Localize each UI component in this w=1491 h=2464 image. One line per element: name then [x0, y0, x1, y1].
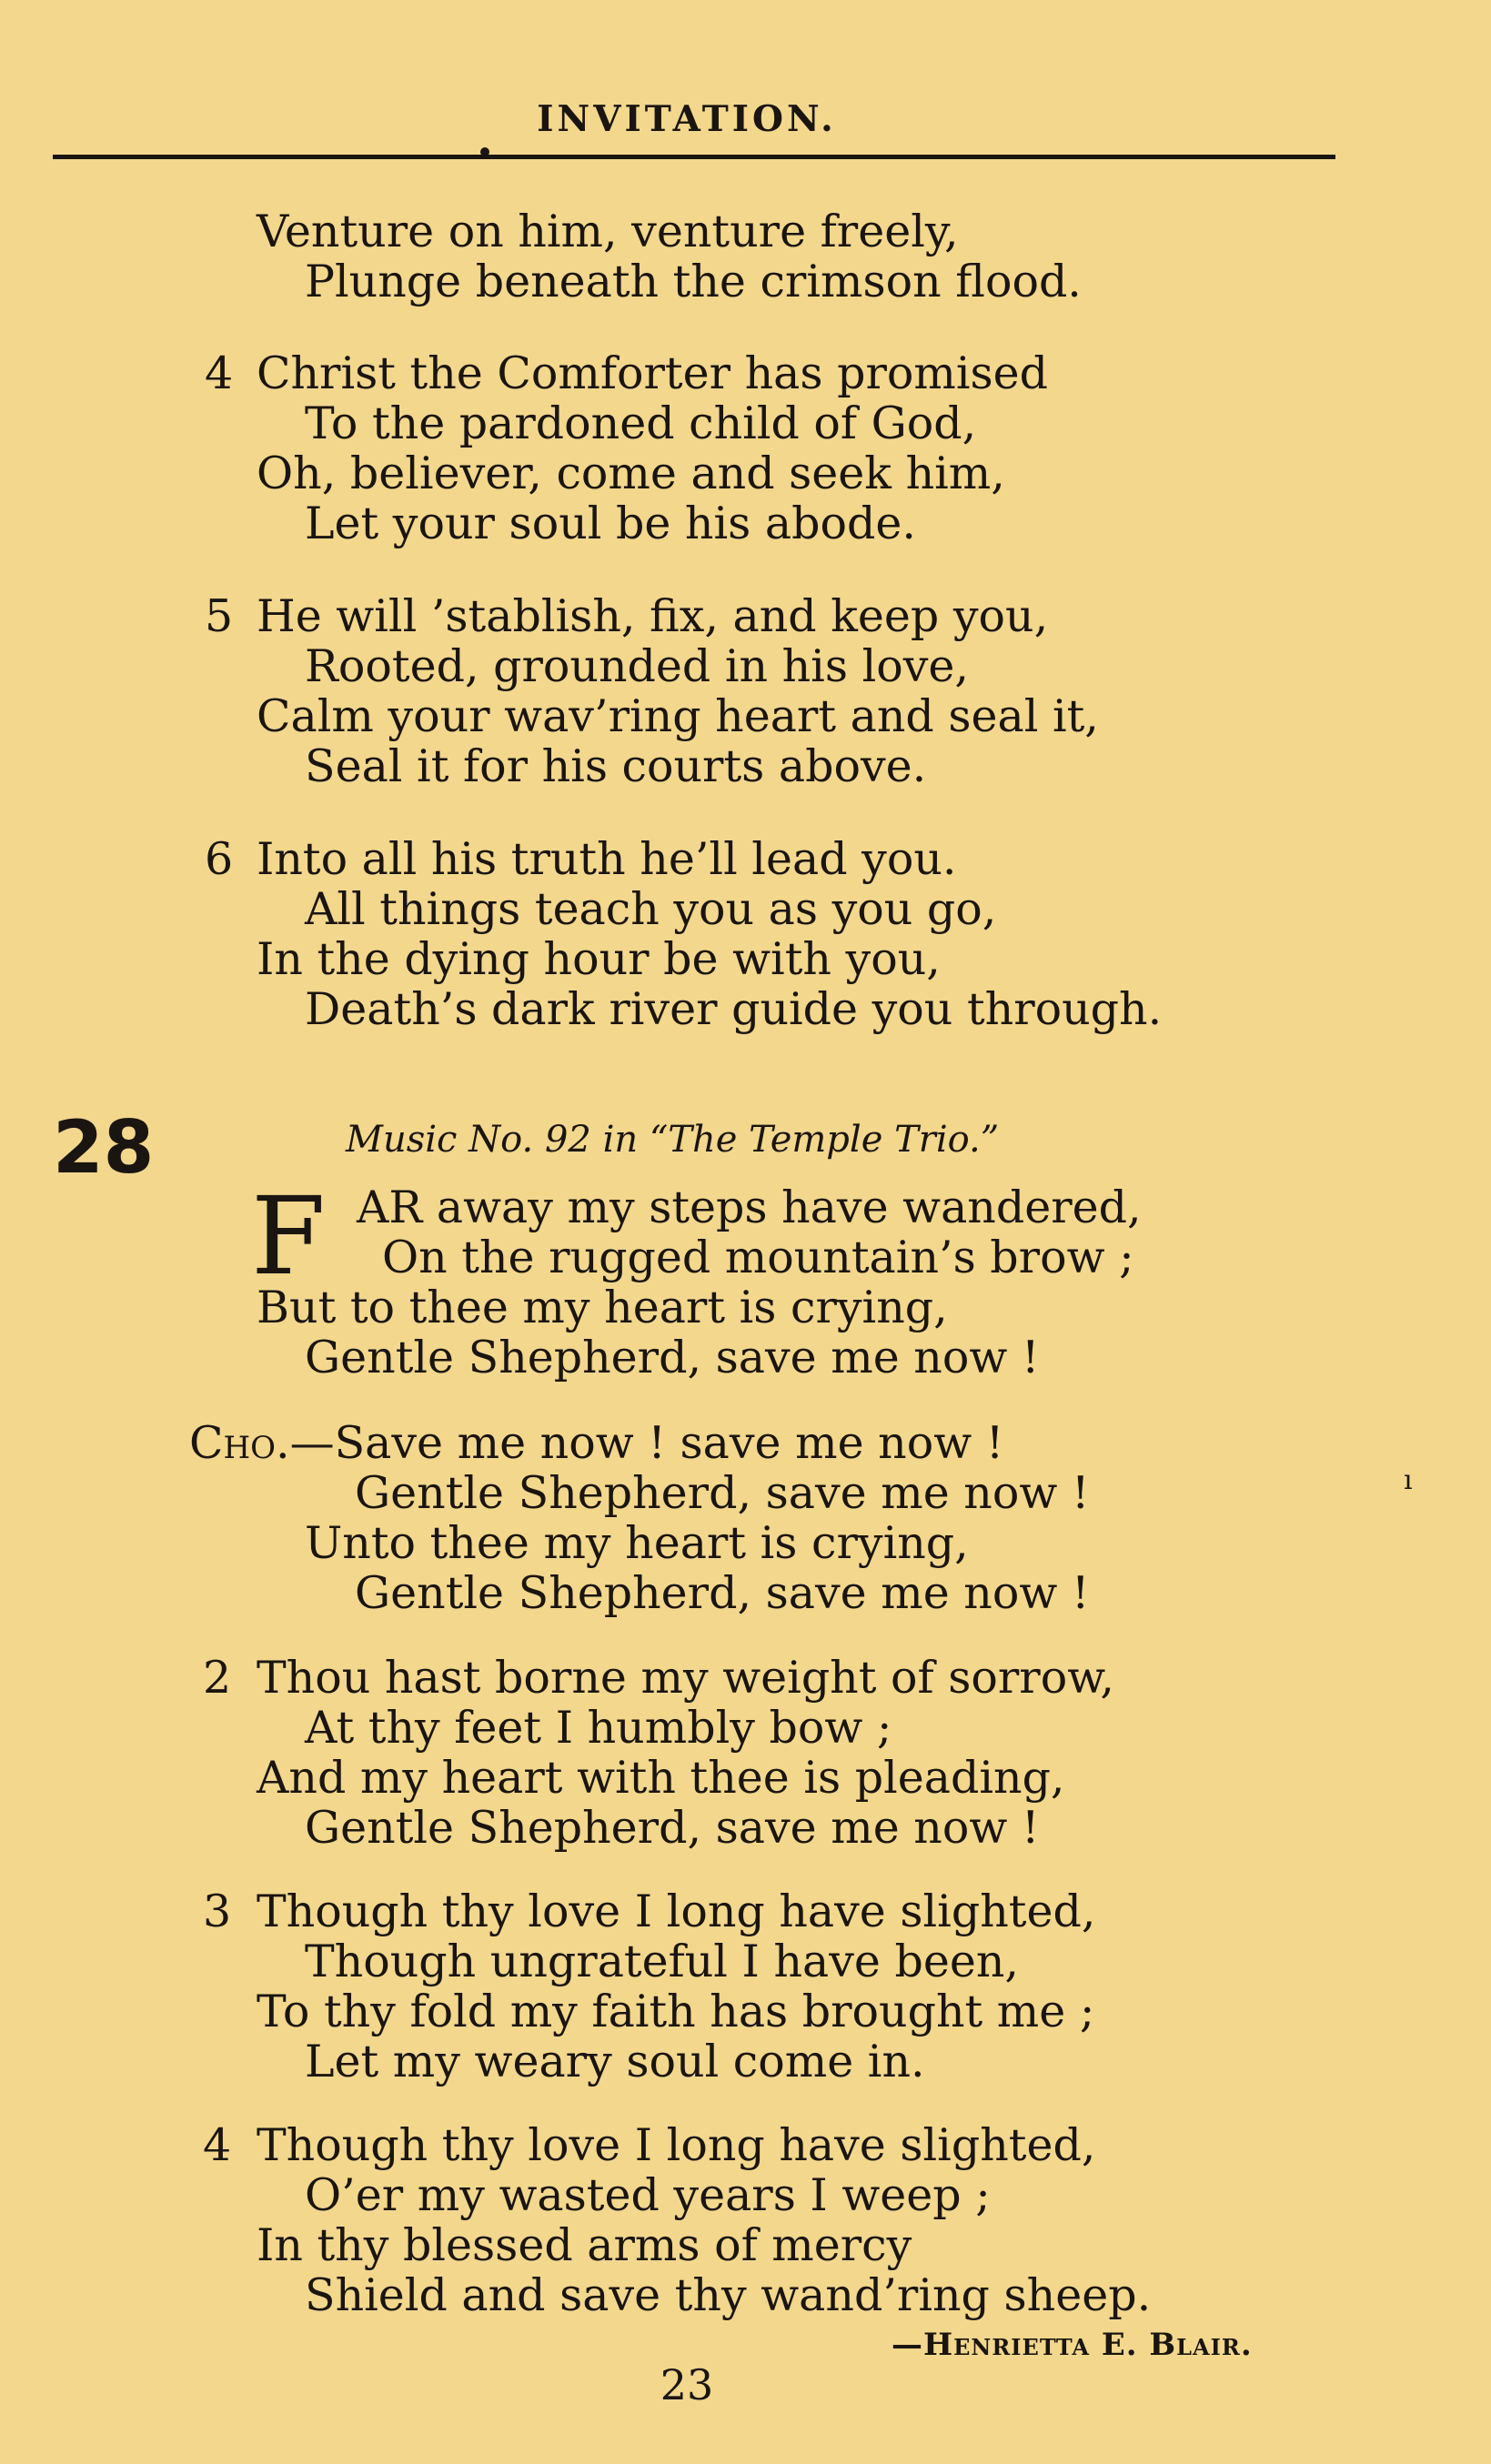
chorus-label: Cho.	[189, 1417, 290, 1469]
verse-line: To the pardoned child of God,	[305, 397, 977, 449]
stanza-number: 5	[205, 590, 234, 642]
verse-line: Gentle Shepherd, save me now !	[305, 1332, 1040, 1383]
verse-line: Thou hast borne my weight of sorrow,	[257, 1652, 1114, 1704]
verse-line: Oh, believer, come and seek him,	[257, 448, 1005, 499]
header-rule-dot	[480, 147, 489, 156]
verse-line: To thy fold my faith has brought me ;	[257, 1986, 1095, 2037]
verse-line: Let my weary soul come in.	[305, 2036, 925, 2087]
verse-line: Gentle Shepherd, save me now !	[355, 1567, 1090, 1619]
verse-line: Plunge beneath the crimson flood.	[305, 256, 1082, 307]
verse-line: Let your soul be his abode.	[305, 498, 916, 549]
stanza-number: 2	[203, 1652, 232, 1704]
verse-line: AR away my steps have wandered,	[357, 1182, 1142, 1233]
running-head: INVITATION.	[537, 98, 837, 140]
verse-line: O’er my wasted years I weep ;	[305, 2169, 991, 2221]
verse-line: He will ’stablish, fix, and keep you,	[257, 590, 1049, 642]
chorus-first-line	[189, 1417, 1004, 1469]
verse-line: But to thee my heart is crying,	[257, 1282, 948, 1333]
verse-line: Venture on him, venture freely,	[257, 206, 959, 257]
verse-line: At thy feet I humbly bow ;	[305, 1702, 892, 1754]
verse-line: Though thy love I long have slighted,	[257, 1886, 1096, 1937]
margin-mark: ı	[1404, 1464, 1413, 1496]
verse-line: Though thy love I long have slighted,	[257, 2119, 1096, 2171]
header-rule	[53, 155, 1335, 159]
music-reference: Music No. 92 in “The Temple Trio.”	[346, 1119, 1000, 1161]
verse-line: And my heart with thee is pleading,	[257, 1752, 1065, 1804]
verse-line: Rooted, grounded in his love,	[305, 640, 969, 692]
verse-line: Though ungrateful I have been,	[305, 1936, 1020, 1987]
verse-line: Into all his truth he’ll lead you.	[257, 833, 957, 885]
verse-line: All things teach you as you go,	[305, 883, 997, 935]
verse-line: Seal it for his courts above.	[305, 740, 927, 792]
stanza-number: 6	[205, 833, 234, 885]
verse-line: Unto thee my heart is crying,	[305, 1517, 969, 1569]
drop-cap: F	[251, 1173, 326, 1299]
verse-line: In the dying hour be with you,	[257, 933, 941, 985]
verse-line: Gentle Shepherd, save me now !	[305, 1802, 1040, 1854]
verse-line: Gentle Shepherd, save me now !	[355, 1467, 1090, 1519]
stanza-number: 4	[203, 2119, 232, 2171]
hymn-number: 28	[53, 1105, 155, 1190]
verse-line: In thy blessed arms of mercy	[257, 2219, 912, 2271]
stanza-number: 3	[203, 1886, 232, 1937]
verse-line: Christ the Comforter has promised	[257, 347, 1049, 399]
page-number: 23	[660, 2360, 714, 2409]
stanza-number: 4	[205, 347, 234, 399]
verse-line: Shield and save thy wand’ring sheep.	[305, 2269, 1152, 2321]
verse-line: Death’s dark river guide you through.	[305, 983, 1163, 1035]
verse-line: Calm your wav’ring heart and seal it,	[257, 690, 1099, 742]
verse-line: On the rugged mountain’s brow ;	[382, 1232, 1134, 1283]
hymn-author: —Henrietta E. Blair.	[892, 2327, 1253, 2363]
verse-line: —Save me now ! save me now !	[289, 1417, 1004, 1469]
